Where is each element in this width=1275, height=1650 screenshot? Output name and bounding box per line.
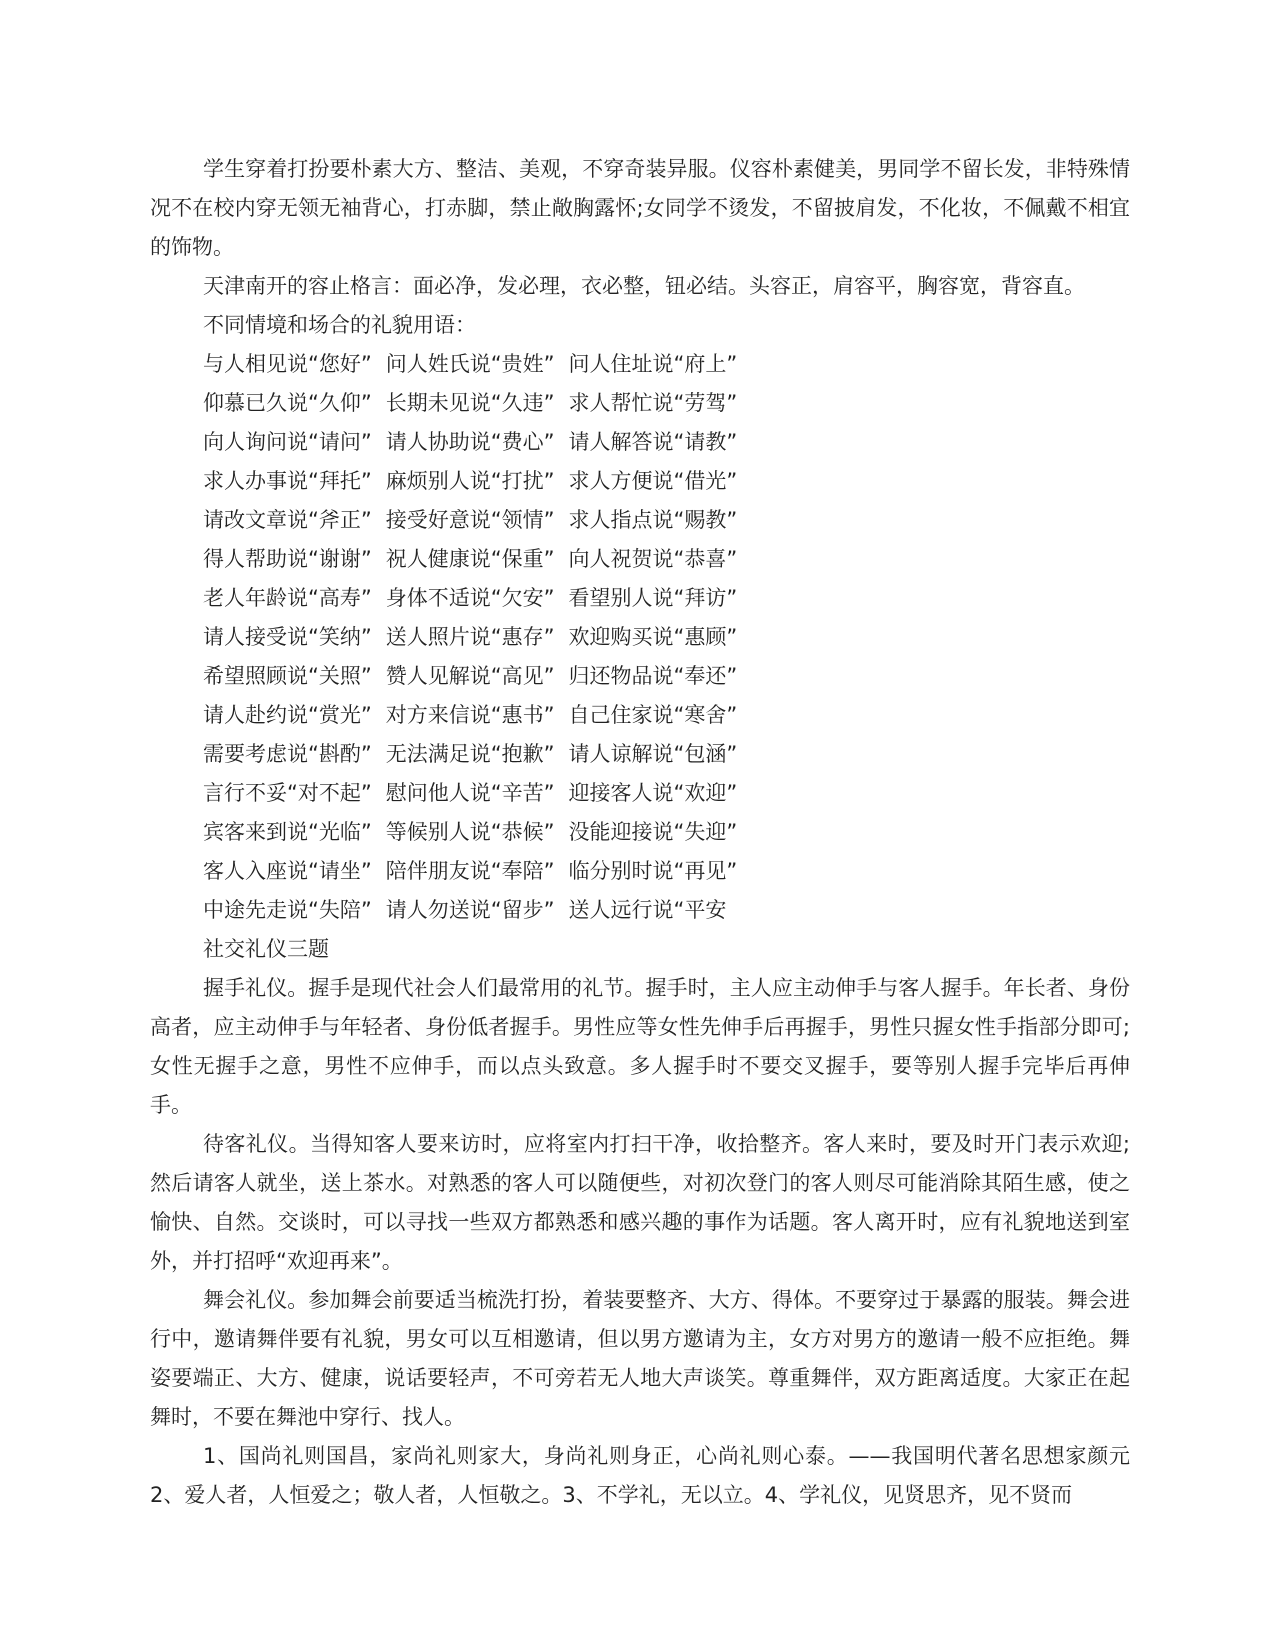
phrase-item: 送人远行说“平安 [568, 898, 727, 922]
phrase-item: 请人赴约说“赏光” [203, 703, 372, 727]
phrase-item: 祝人健康说“保重” [385, 547, 555, 571]
dress-paragraph: 学生穿着打扮要朴素大方、整洁、美观，不穿奇装异服。仪容朴素健美，男同学不留长发，非特殊情况不在校内穿无领无袖背心，打赤脚，禁止敞胸露怀;女同学不烫发，不留披肩发，不化妆，不佩戴不相宜的饰物。 [150, 157, 1130, 259]
document-page [150, 150, 1130, 1515]
phrase-item: 请人解答说“请教” [568, 430, 738, 454]
dance-paragraph: 舞会礼仪。参加舞会前要适当梳洗打扮，着装要整齐、大方、得体。不要穿过于暴露的服装。舞会进行中，邀请舞伴要有礼貌，男女可以互相邀请，但以男方邀请为主，女方对男方的邀请一般不应拒绝。舞姿要端正、大方、健康，说话要轻声，不可旁若无人地大声谈笑。尊重舞伴，双方距离适度。大家正在起舞时，不要在舞池中穿行、找人。 [150, 1288, 1130, 1429]
phrase-item: 请人勿送说“留步” [385, 898, 555, 922]
phrase-item: 老人年龄说“高寿” [203, 586, 372, 610]
phrase-item: 等候别人说“恭候” [385, 820, 555, 844]
phrase-item: 求人办事说“拜托” [203, 469, 372, 493]
phrase-item: 慰问他人说“辛苦” [385, 781, 555, 805]
phrase-item: 中途先走说“失陪” [203, 898, 372, 922]
phrase-row [150, 384, 1130, 423]
phrase-item: 与人相见说“您好” [203, 352, 372, 376]
polite-heading: 不同情境和场合的礼貌用语： [203, 313, 476, 337]
phrase-row [150, 813, 1130, 852]
phrase-item: 问人住址说“府上” [568, 352, 738, 376]
phrase-item: 求人方便说“借光” [568, 469, 738, 493]
phrase-item: 送人照片说“惠存” [385, 625, 555, 649]
phrase-item: 归还物品说“奉还” [568, 664, 738, 688]
phrase-row [150, 891, 1130, 930]
phrase-item: 赞人见解说“高见” [385, 664, 555, 688]
phrase-item: 没能迎接说“失迎” [568, 820, 738, 844]
phrase-row [150, 618, 1130, 657]
phrase-item: 迎接客人说“欢迎” [568, 781, 738, 805]
phrase-item: 接受好意说“领情” [385, 508, 555, 532]
phrase-item: 看望别人说“拜访” [568, 586, 738, 610]
phrase-item: 身体不适说“欠安” [385, 586, 555, 610]
phrase-item: 言行不妥“对不起” [203, 781, 372, 805]
social-heading: 社交礼仪三题 [203, 937, 329, 961]
phrase-item: 请改文章说“斧正” [203, 508, 372, 532]
phrase-item: 欢迎购买说“惠顾” [568, 625, 738, 649]
phrase-item: 求人帮忙说“劳驾” [568, 391, 738, 415]
phrase-item: 希望照顾说“关照” [203, 664, 372, 688]
phrase-item: 长期未见说“久违” [385, 391, 555, 415]
phrase-item: 临分别时说“再见” [568, 859, 738, 883]
phrase-item: 对方来信说“惠书” [385, 703, 555, 727]
phrase-item: 陪伴朋友说“奉陪” [385, 859, 555, 883]
phrase-item: 向人询问说“请问” [203, 430, 372, 454]
phrase-row [150, 345, 1130, 384]
phrase-item: 向人祝贺说“恭喜” [568, 547, 738, 571]
phrase-item: 求人指点说“赐教” [568, 508, 738, 532]
phrase-item: 需要考虑说“斟酌” [203, 742, 372, 766]
phrase-row [150, 501, 1130, 540]
phrase-item: 请人谅解说“包涵” [568, 742, 738, 766]
phrase-item: 无法满足说“抱歉” [385, 742, 555, 766]
phrase-item: 请人接受说“笑纳” [203, 625, 372, 649]
phrase-row [150, 735, 1130, 774]
phrase-row [150, 579, 1130, 618]
phrase-item: 请人协助说“费心” [385, 430, 555, 454]
phrase-row [150, 423, 1130, 462]
phrase-item: 自己住家说“寒舍” [568, 703, 738, 727]
phrase-item: 客人入座说“请坐” [203, 859, 372, 883]
phrase-row [150, 540, 1130, 579]
phrase-row [150, 852, 1130, 891]
phrase-row [150, 696, 1130, 735]
phrase-item: 得人帮助说“谢谢” [203, 547, 372, 571]
phrase-row [150, 774, 1130, 813]
quotes-paragraph: 1、国尚礼则国昌，家尚礼则家大，身尚礼则身正，心尚礼则心泰。——我国明代著名思想家颜元2、爱人者，人恒爱之；敬人者，人恒敬之。3、不学礼，无以立。4、学礼仪，见贤思齐，见不贤而 [150, 1444, 1130, 1507]
phrase-row [150, 657, 1130, 696]
phrase-item: 仰慕已久说“久仰” [203, 391, 372, 415]
phrase-item: 宾客来到说“光临” [203, 820, 372, 844]
nankai-motto: 天津南开的容止格言：面必净，发必理，衣必整，钮必结。头容正，肩容平，胸容宽，背容直。 [203, 274, 1085, 298]
phrase-item: 问人姓氏说“贵姓” [385, 352, 555, 376]
polite-phrases-list [150, 345, 1130, 930]
phrase-item: 麻烦别人说“打扰” [385, 469, 555, 493]
phrase-row [150, 462, 1130, 501]
handshake-paragraph: 握手礼仪。握手是现代社会人们最常用的礼节。握手时，主人应主动伸手与客人握手。年长者、身份高者，应主动伸手与年轻者、身份低者握手。男性应等女性先伸手后再握手，男性只握女性手指部分即可;女性无握手之意，男性不应伸手，而以点头致意。多人握手时不要交叉握手，要等别人握手完毕后再伸手。 [150, 976, 1130, 1117]
hosting-paragraph: 待客礼仪。当得知客人要来访时，应将室内打扫干净，收拾整齐。客人来时，要及时开门表示欢迎;然后请客人就坐，送上茶水。对熟悉的客人可以随便些，对初次登门的客人则尽可能消除其陌生感，使之愉快、自然。交谈时，可以寻找一些双方都熟悉和感兴趣的事作为话题。客人离开时，应有礼貌地送到室外，并打招呼“欢迎再来”。 [150, 1132, 1130, 1273]
